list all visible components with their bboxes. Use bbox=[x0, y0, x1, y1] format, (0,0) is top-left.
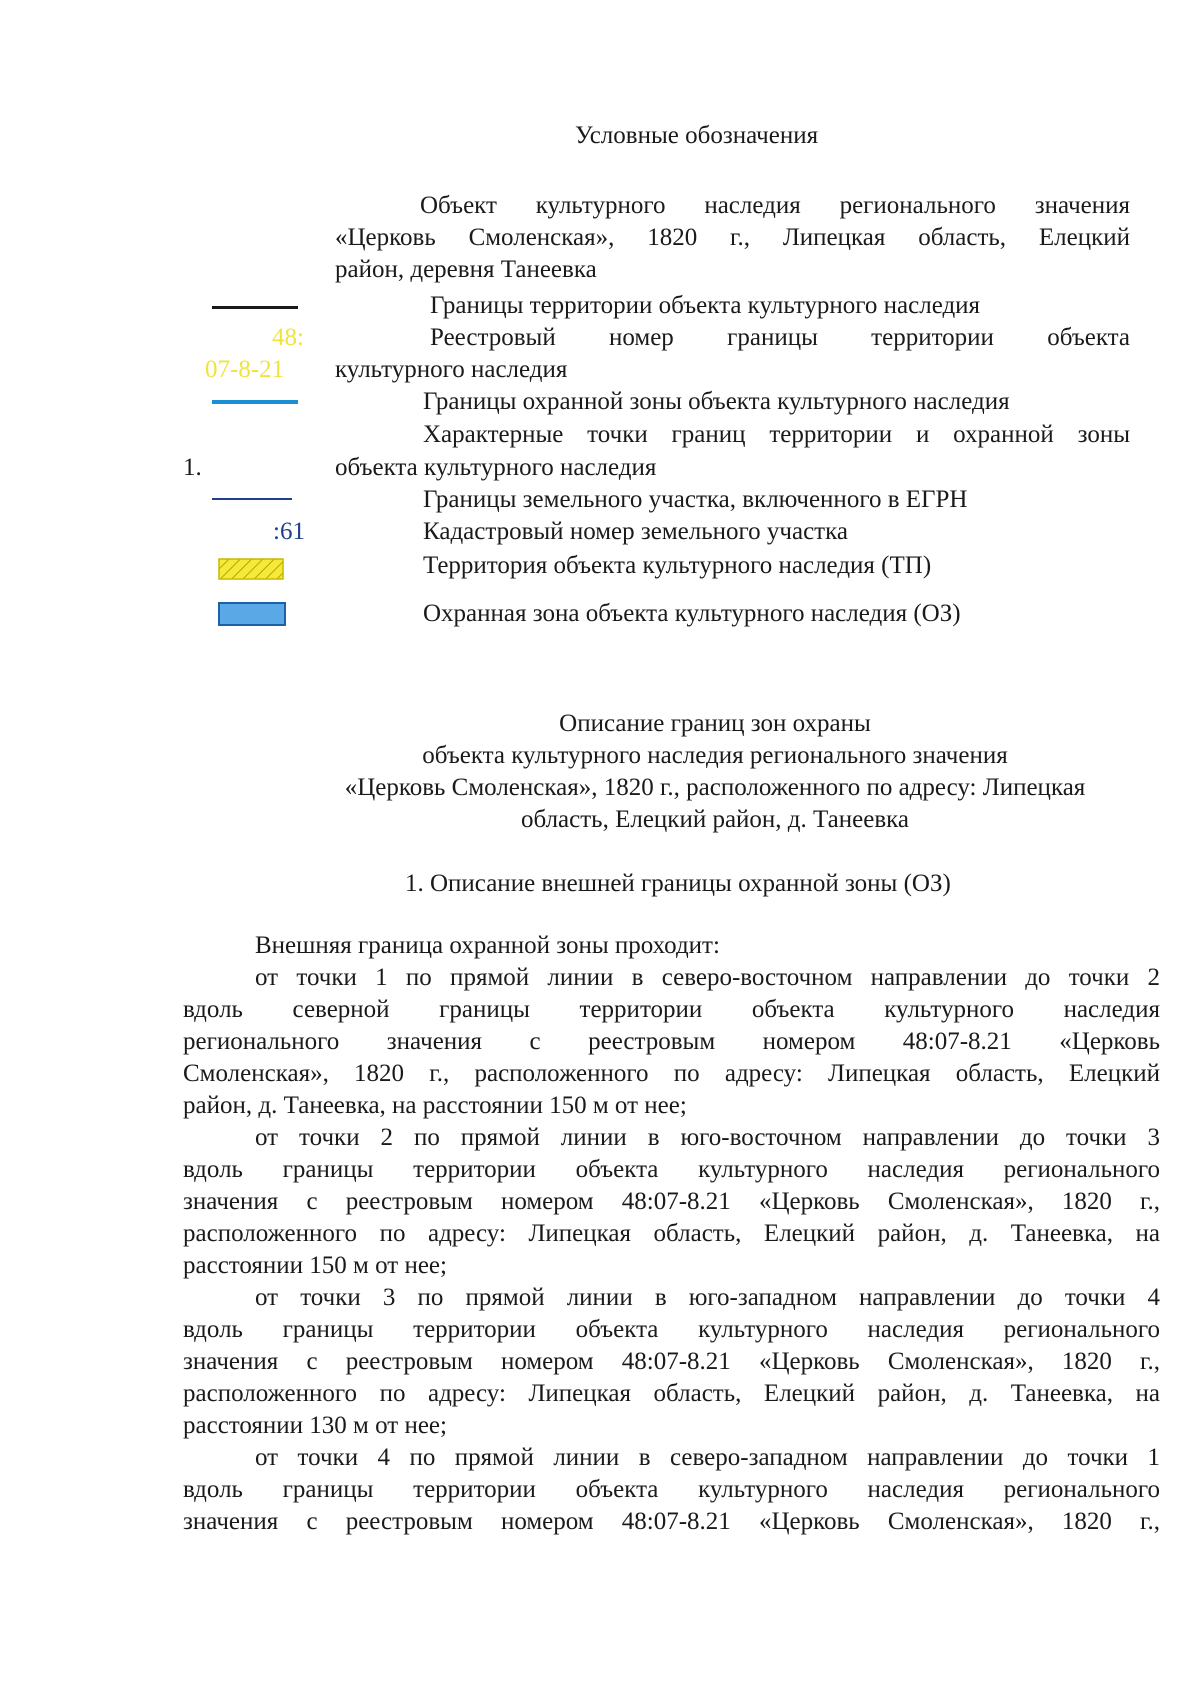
object-line-3: район, деревня Танеевка bbox=[335, 256, 597, 283]
paragraph-1-line-3: регионального значения с реестровым номером 48:07-8.21 «Церковь bbox=[183, 1028, 1160, 1055]
land-plot-border-symbol bbox=[212, 498, 292, 500]
registry-symbol-line1: 48: bbox=[272, 324, 304, 351]
registry-label-line1: Реестровый номер границы территории объекта bbox=[430, 324, 1130, 351]
territory-zone-swatch bbox=[218, 558, 284, 580]
protection-border-symbol bbox=[212, 400, 298, 404]
points-label-line1: Характерные точки границ территории и охранной зоны bbox=[423, 421, 1130, 448]
intro-text: Внешняя граница охранной зоны проходит: bbox=[255, 932, 720, 959]
description-title-line1: Описание границ зон охраны bbox=[559, 710, 871, 737]
protection-border-label: Границы охранной зоны объекта культурного наследия bbox=[423, 388, 1010, 415]
paragraph-2-line-4: расположенного по адресу: Липецкая область, Елецкий район, д. Танеевка, на bbox=[183, 1220, 1160, 1247]
cadastral-symbol: :61 bbox=[273, 518, 305, 545]
paragraph-1-line-4: Смоленская», 1820 г., расположенного по адресу: Липецкая область, Елецкий bbox=[183, 1060, 1160, 1087]
legend-heading: Условные обозначения bbox=[575, 122, 819, 149]
paragraph-2-line-2: вдоль границы территории объекта культурного наследия регионального bbox=[183, 1156, 1160, 1183]
paragraph-1-line-5: район, д. Танеевка, на расстоянии 150 м от нее; bbox=[183, 1092, 687, 1119]
object-line-2: «Церковь Смоленская», 1820 г., Липецкая область, Елецкий bbox=[335, 224, 1130, 251]
paragraph-3-line-5: расстоянии 130 м от нее; bbox=[183, 1412, 447, 1439]
paragraph-2-line-1: от точки 2 по прямой линии в юго-восточном направлении до точки 3 bbox=[255, 1124, 1160, 1151]
paragraph-3-line-4: расположенного по адресу: Липецкая область, Елецкий район, д. Танеевка, на bbox=[183, 1380, 1160, 1407]
description-title-line2: объекта культурного наследия регионального значения bbox=[422, 742, 1008, 769]
cadastral-label: Кадастровый номер земельного участка bbox=[423, 518, 848, 545]
paragraph-3-line-3: значения с реестровым номером 48:07-8.21 «Церковь Смоленская», 1820 г., bbox=[183, 1348, 1160, 1375]
territory-zone-label: Территория объекта культурного наследия (ТП) bbox=[423, 552, 932, 579]
description-title-line3: «Церковь Смоленская», 1820 г., расположенного по адресу: Липецкая bbox=[344, 774, 1086, 801]
points-label-line2: объекта культурного наследия bbox=[335, 454, 657, 481]
section-heading: 1. Описание внешней границы охранной зоны (ОЗ) bbox=[405, 870, 951, 897]
paragraph-2-line-3: значения с реестровым номером 48:07-8.21 «Церковь Смоленская», 1820 г., bbox=[183, 1188, 1160, 1215]
protection-zone-label: Охранная зона объекта культурного наследия (ОЗ) bbox=[423, 600, 961, 627]
points-symbol: 1. bbox=[183, 454, 202, 481]
paragraph-4-line-3: значения с реестровым номером 48:07-8.21 «Церковь Смоленская», 1820 г., bbox=[183, 1508, 1160, 1535]
paragraph-1-line-2: вдоль северной границы территории объекта культурного наследия bbox=[183, 996, 1160, 1023]
paragraph-3-line-2: вдоль границы территории объекта культурного наследия регионального bbox=[183, 1316, 1160, 1343]
territory-border-symbol bbox=[212, 306, 298, 309]
object-line-1: Объект культурного наследия регионального значения bbox=[420, 192, 1130, 219]
protection-zone-swatch bbox=[218, 602, 286, 626]
paragraph-1-line-1: от точки 1 по прямой линии в северо-восточном направлении до точки 2 bbox=[255, 964, 1160, 991]
land-plot-border-label: Границы земельного участка, включенного в ЕГРН bbox=[423, 486, 968, 513]
paragraph-3-line-1: от точки 3 по прямой линии в юго-западном направлении до точки 4 bbox=[255, 1284, 1160, 1311]
territory-border-label: Границы территории объекта культурного наследия bbox=[430, 292, 981, 319]
registry-label-line2: культурного наследия bbox=[335, 356, 568, 383]
paragraph-2-line-5: расстоянии 150 м от нее; bbox=[183, 1252, 447, 1279]
paragraph-4-line-1: от точки 4 по прямой линии в северо-западном направлении до точки 1 bbox=[255, 1444, 1160, 1471]
description-title-line4: область, Елецкий район, д. Танеевка bbox=[520, 806, 910, 833]
paragraph-4-line-2: вдоль границы территории объекта культурного наследия регионального bbox=[183, 1476, 1160, 1503]
registry-symbol-line2: 07-8-21 bbox=[205, 356, 285, 383]
